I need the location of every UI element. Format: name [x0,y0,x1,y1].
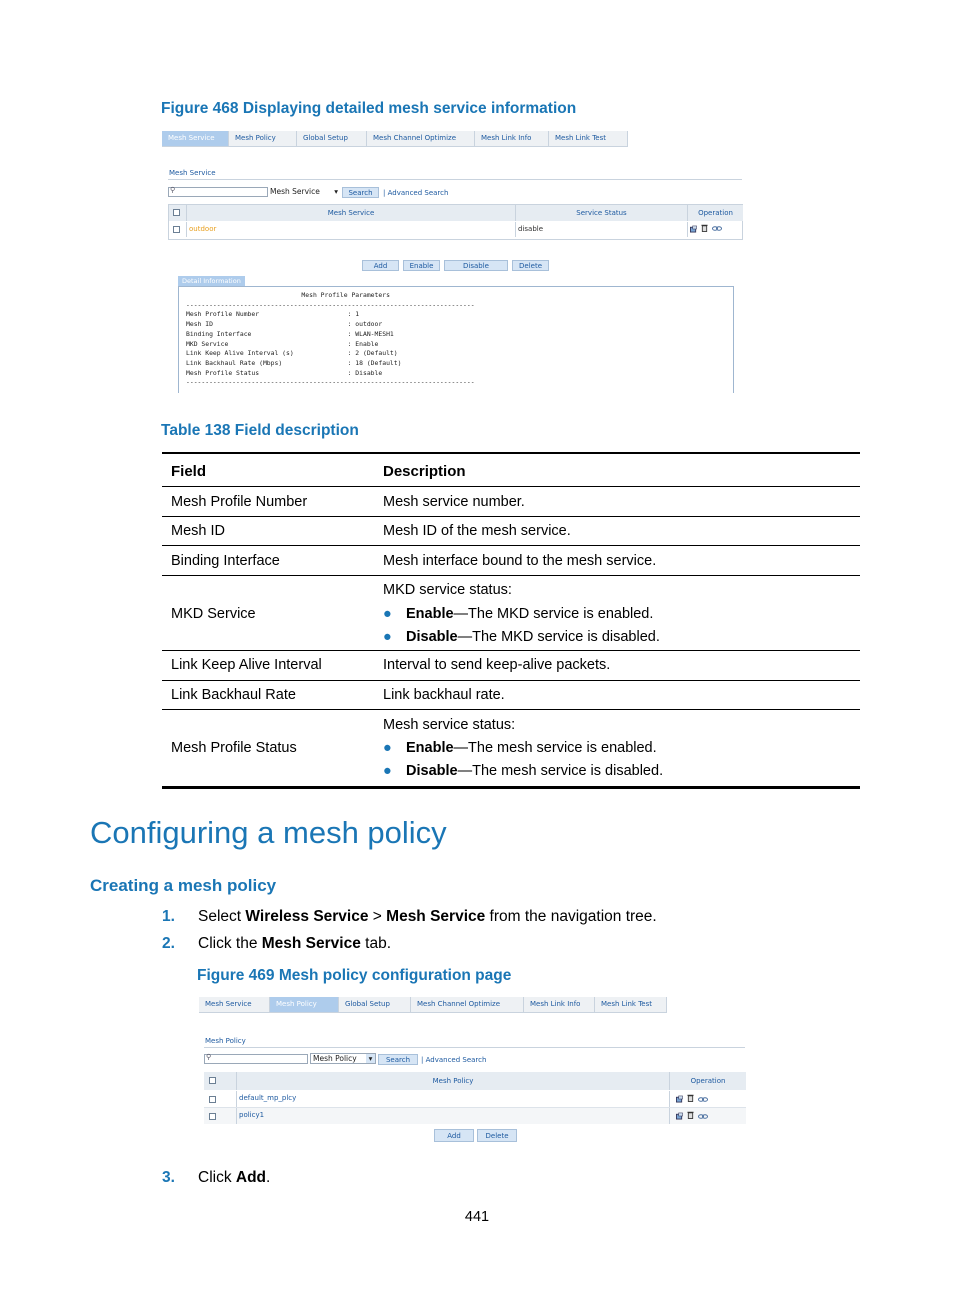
detail-link-icon[interactable] [712,226,722,231]
search-field-select[interactable] [310,1053,376,1064]
select-all-checkbox[interactable] [209,1077,216,1084]
description-cell: Link backhaul rate. [383,687,505,703]
tab-mesh-link-info[interactable]: Mesh Link Info [524,997,595,1012]
field-cell: Mesh Profile Status [171,740,297,756]
field-cell: Mesh ID [171,523,225,539]
mesh-service-name[interactable]: outdoor [187,222,516,237]
detail-link-icon[interactable] [698,1114,708,1119]
subsection-heading: Creating a mesh policy [90,876,277,895]
advanced-search-label: Advanced Search [425,1056,487,1064]
column-header-mesh-service: Mesh Service [187,205,516,221]
bullet-item [383,606,653,622]
bullet-text: —The MKD service is disabled. [457,629,660,645]
tab-global-setup[interactable]: Global Setup [339,997,411,1012]
detail-link-icon[interactable] [698,1097,708,1102]
field-description-table [162,452,860,789]
row-checkbox[interactable] [209,1096,216,1103]
figure-469-caption: Figure 469 Mesh policy configuration page [197,967,512,984]
figure-468-caption: Figure 468 Displaying detailed mesh service information [161,100,577,117]
description-cell: Mesh interface bound to the mesh service. [383,553,657,569]
bullet-term: Disable [406,763,458,779]
tab-mesh-service[interactable]: Mesh Service [199,997,270,1012]
step-text: Click Add. [198,1169,271,1186]
bullet-term: Enable [406,740,454,756]
select-all-checkbox[interactable] [173,209,180,216]
table-row [162,651,860,681]
page-title: Mesh Service [169,169,216,177]
row-checkbox[interactable] [173,226,180,233]
page-title: Mesh Policy [205,1037,246,1045]
page-number: 441 [464,1209,490,1225]
add-button[interactable]: Add [434,1129,474,1142]
disable-button[interactable]: Disable [444,260,508,271]
tab-bar [162,131,628,147]
description-cell: Mesh service status: [383,717,516,733]
tab-bar [199,997,667,1013]
delete-icon[interactable] [701,224,708,232]
tab-mesh-link-test[interactable]: Mesh Link Test [595,997,667,1012]
bullet-item [383,763,663,779]
description-cell: Interval to send keep-alive packets. [383,657,611,673]
column-header-mesh-policy: Mesh Policy [237,1072,670,1090]
advanced-search-link[interactable]: | Advanced Search [383,189,449,197]
column-header-service-status: Service Status [516,205,688,221]
delete-icon[interactable] [687,1094,694,1102]
step-text: Select Wireless Service > Mesh Service from the navigation tree. [198,908,657,925]
description-cell: MKD service status: [383,582,512,598]
mesh-policy-table [204,1072,746,1125]
row-select-cell [204,1108,237,1124]
step-number: 2. [162,935,175,952]
mesh-policy-name[interactable]: policy1 [237,1108,670,1124]
search-input[interactable] [204,1054,308,1064]
bullet-text: —The mesh service is disabled. [457,763,664,779]
tab-global-setup[interactable]: Global Setup [297,131,367,146]
tab-mesh-policy[interactable]: Mesh Policy [270,997,339,1012]
edit-icon[interactable] [676,1112,683,1120]
step-number: 1. [162,908,175,925]
table-row [162,576,860,651]
delete-button[interactable]: Delete [512,260,549,271]
search-input[interactable] [168,187,268,197]
bullet-icon: ● [383,740,392,756]
field-cell: Link Backhaul Rate [171,687,296,703]
advanced-search-label: Advanced Search [387,189,449,197]
bullet-text: —The mesh service is enabled. [453,740,657,756]
field-cell: Binding Interface [171,553,280,569]
table-row [162,517,860,546]
description-cell: Mesh ID of the mesh service. [383,523,571,539]
bullet-term: Disable [406,629,458,645]
field-cell: Mesh Profile Number [171,494,308,510]
detail-information-panel [178,286,734,393]
table-row [162,487,860,517]
divider [168,179,742,180]
detail-information-tab[interactable]: Detail Information [178,276,245,286]
search-icon: ⚲ [170,186,176,194]
tab-mesh-policy[interactable]: Mesh Policy [229,131,297,146]
table-row [162,710,860,789]
bullet-item [383,740,657,756]
service-status-value: disable [516,222,688,237]
table-138-caption: Table 138 Field description [161,422,359,439]
bullet-text: —The MKD service is enabled. [453,606,654,622]
select-value: Mesh Service [270,187,320,196]
field-cell: Link Keep Alive Interval [171,657,322,673]
chevron-down-icon: ▾ [366,1054,375,1063]
table-row [162,546,860,576]
divider [204,1047,745,1048]
tab-mesh-service[interactable]: Mesh Service [162,131,229,146]
advanced-search-link[interactable]: | Advanced Search [421,1056,487,1064]
tab-mesh-channel-optimize[interactable]: Mesh Channel Optimize [367,131,475,146]
column-header-operation: Operation [670,1072,746,1090]
search-field-select[interactable] [270,187,340,198]
tab-mesh-channel-optimize[interactable]: Mesh Channel Optimize [411,997,524,1012]
step-number: 3. [162,1169,175,1186]
enable-button[interactable]: Enable [403,260,440,271]
section-heading: Configuring a mesh policy [90,815,447,850]
row-select-cell [169,222,187,237]
delete-icon[interactable] [687,1111,694,1119]
operation-cell [670,1108,746,1124]
row-select-cell [204,1091,237,1107]
add-button[interactable]: Add [362,260,399,271]
operation-cell [670,1091,746,1107]
figure-468-screenshot [162,131,746,393]
bullet-item [383,629,660,645]
step-text: Click the Mesh Service tab. [198,935,392,952]
select-value: Mesh Policy [313,1054,357,1063]
mesh-profile-parameters-text: Mesh Profile Parameters --------------------------------------------------------------------------- Mesh Profile Number : 1 Mesh ID : outdoor Binding Interface : WLAN-MESH1 MKD Service : Enable Link Keep Alive Interval (s) : 2 (Default) Link Backhaul Rate (Mbps) : 18 (Default) Mesh Profile Status : Disable --------------------------------------------------------------------------- [186,291,475,387]
mesh-policy-name[interactable]: default_mp_plcy [237,1091,670,1107]
field-cell: MKD Service [171,606,256,622]
header-select-all [169,205,187,221]
edit-icon[interactable] [676,1095,683,1103]
mesh-service-table [168,204,743,240]
search-button[interactable]: Search [342,187,379,198]
search-icon: ⚲ [206,1053,212,1061]
header-select-all [204,1072,237,1090]
delete-button[interactable]: Delete [477,1129,517,1142]
table-row [162,681,860,710]
bullet-icon: ● [383,763,392,779]
header-description: Description [383,463,466,480]
table-header-row [162,454,860,487]
description-cell: Mesh service number. [383,494,525,510]
search-button[interactable]: Search [378,1054,418,1065]
header-field: Field [171,463,207,480]
row-checkbox[interactable] [209,1113,216,1120]
tab-mesh-link-info[interactable]: Mesh Link Info [475,131,549,146]
figure-469-screenshot [199,997,746,1144]
bullet-term: Enable [406,606,454,622]
edit-icon[interactable] [690,225,697,233]
operation-cell [688,222,743,237]
tab-mesh-link-test[interactable]: Mesh Link Test [549,131,628,146]
chevron-down-icon: ▾ [334,187,338,196]
bullet-icon: ● [383,629,392,645]
column-header-operation: Operation [688,205,743,221]
bullet-icon: ● [383,606,392,622]
